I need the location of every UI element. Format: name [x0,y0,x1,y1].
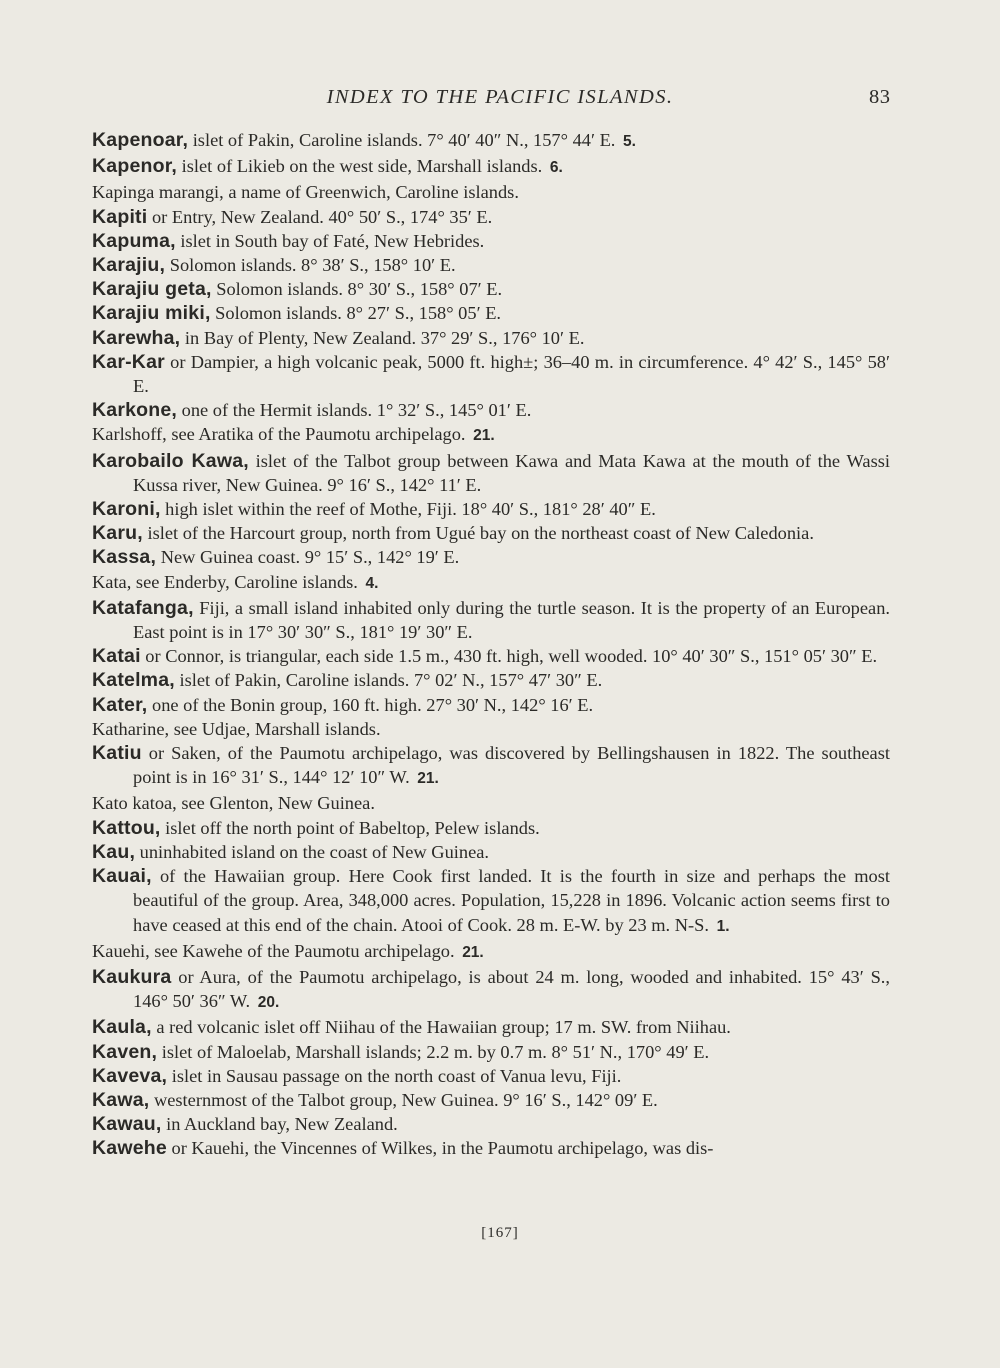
index-entry [92,644,890,668]
entry-headword: Karoni, [92,498,161,521]
entry-headword: Karkone, [92,399,178,422]
entry-chart-ref: 20. [257,994,280,1012]
entry-text: Solomon islands. 8° 27′ S., 158° 05′ E. [210,303,502,324]
entry-headword: Karu, [92,522,143,545]
entry-text: Solomon islands. 8° 30′ S., 158° 07′ E. [211,279,503,300]
index-entry [92,497,890,521]
entry-text: islet in Sausau passage on the north coast of Vanua levu, Fiji. [167,1065,622,1086]
entry-text: uninhabited island on the coast of New Guinea. [135,841,489,862]
running-head: INDEX TO THE PACIFIC ISLANDS. [326,86,674,108]
entry-headword: Katelma, [92,669,175,692]
entry-chart-ref: 1. [716,917,730,935]
entry-text: islet of the Harcourt group, north from Ugué bay on the northeast coast of New Caledonia. [142,523,814,544]
entry-chart-ref: 21. [473,427,495,445]
entry-headword: Kauai, [92,865,152,888]
entry-headword: Kau, [92,840,136,863]
entry-text: Karlshoff, see Aratika of the Paumotu archipelago. [92,424,466,445]
entry-headword: Kater, [92,693,148,716]
entry-text: a red volcanic islet off Niihau of the Hawaiian group; 17 m. SW. from Niihau. [151,1017,731,1038]
entry-text: islet of Pakin, Caroline islands. 7° 02′ N., 157° 47′ 30″ E. [174,670,603,691]
index-entries [92,128,890,1161]
entry-text: Kauehi, see Kawehe of the Paumotu archipelago. [92,940,455,961]
index-entry [92,277,890,301]
entry-headword: Kapuma, [92,229,176,252]
index-entry [92,350,890,398]
index-entry [92,205,890,229]
signature-mark: [167] [481,1225,519,1241]
entry-text: of the Hawaiian group. Here Cook first landed. It is the fourth in size and perhaps the most beautiful of the group. Area, 348,000 acres. Population, 15,228 in 1896. Volcanic action seems first to have ceased at this end of the chain. Atooi of Cook. 28 m. E-W. by 23 m. N-S. [133,866,890,935]
entry-headword: Kassa, [92,546,157,569]
entry-headword: Karajiu miki, [92,302,211,325]
entry-headword: Karobailo Kawa, [92,449,249,472]
index-entry [92,180,890,204]
index-entry [92,570,890,596]
entry-headword: Kaveva, [92,1064,168,1087]
entry-chart-ref: 21. [462,943,484,961]
entry-text: one of the Hermit islands. 1° 32′ S., 145° 01′ E. [177,400,532,421]
entry-text: islet off the north point of Babeltop, Pelew islands. [160,817,540,838]
entry-headword: Kapenor, [92,155,178,178]
entry-headword: Katiu [92,742,142,765]
index-entry [92,128,890,154]
index-entry [92,693,890,717]
entry-text: or Entry, New Zealand. 40° 50′ S., 174° 35′ E. [147,206,493,227]
entry-headword: Kawa, [92,1088,150,1111]
entry-text: or Saken, of the Paumotu archipelago, was discovered by Bellingshausen in 1822. The southeast point is in 16° 31′ S., 144° 12′ 10″ W. [133,743,890,788]
index-entry [92,939,890,965]
index-entry [92,717,890,741]
index-entry [92,864,890,939]
entry-text: or Connor, is triangular, each side 1.5 m., 430 ft. high, well wooded. 10° 40′ 30″ S., 151° 05′ 30″ E. [140,646,878,667]
entry-headword: Karajiu, [92,254,166,277]
entry-text: Katharine, see Udjae, Marshall islands. [92,718,381,739]
entry-text: Kato katoa, see Glenton, New Guinea. [92,793,375,814]
index-entry [92,668,890,692]
entry-headword: Karajiu geta, [92,278,212,301]
entry-headword: Karewha, [92,326,181,349]
entry-headword: Kapiti [92,205,148,228]
entry-headword: Katafanga, [92,596,194,619]
entry-headword: Kaukura [92,965,172,988]
entry-chart-ref: 4. [365,574,379,592]
entry-text: Solomon islands. 8° 38′ S., 158° 10′ E. [165,255,456,276]
entry-chart-ref: 21. [417,770,439,788]
entry-headword: Kar-Kar [92,350,165,373]
entry-headword: Kaven, [92,1040,158,1063]
entry-text: in Auckland bay, New Zealand. [161,1114,398,1135]
entry-headword: Kattou, [92,816,161,839]
entry-text: islet of the Talbot group between Kawa and Mata Kawa at the mouth of the Wassi Kussa river, New Guinea. 9° 16′ S., 142° 11′ E. [133,450,890,495]
index-entry [92,154,890,180]
index-entry [92,1040,890,1064]
index-entry [92,596,890,644]
entry-headword: Kaula, [92,1016,152,1039]
entry-text: Kata, see Enderby, Caroline islands. [92,571,358,592]
entry-chart-ref: 6. [549,159,563,177]
entry-text: Kapinga marangi, a name of Greenwich, Caroline islands. [92,182,519,203]
entry-text: islet in South bay of Faté, New Hebrides. [175,230,485,251]
index-entry [92,1088,890,1112]
index-entry [92,449,890,497]
index-entry [92,301,890,325]
entry-text: or Kauehi, the Vincennes of Wilkes, in the Paumotu archipelago, was dis- [166,1138,714,1159]
entry-text: high islet within the reef of Mothe, Fiji. 18° 40′ S., 181° 28′ 40″ E. [160,499,656,520]
index-entry [92,1015,890,1039]
index-entry [92,816,890,840]
entry-text: islet of Pakin, Caroline islands. 7° 40′ 40″ N., 157° 44′ E. [188,130,616,150]
entry-text: one of the Bonin group, 160 ft. high. 27° 30′ N., 142° 16′ E. [147,694,594,715]
index-entry [92,1064,890,1088]
index-entry [92,229,890,253]
index-entry [92,253,890,277]
entry-headword: Kapenoar, [92,129,189,151]
index-entry [92,741,890,791]
entry-text: islet of Maloelab, Marshall islands; 2.2 m. by 0.7 m. 8° 51′ N., 170° 49′ E. [157,1041,710,1062]
entry-headword: Katai [92,645,141,668]
entry-headword: Kawau, [92,1113,162,1136]
entry-text: islet of Likieb on the west side, Marshall islands. [177,156,543,177]
index-entry [92,1136,890,1160]
index-entry [92,791,890,815]
index-entry [92,422,890,448]
index-entry [92,398,890,422]
entry-text: or Aura, of the Paumotu archipelago, is about 24 m. long, wooded and inhabited. 15° 43′ S., 146° 50′ 36″ W. [133,966,890,1012]
index-entry [92,965,890,1015]
entry-text: Fiji, a small island inhabited only during the turtle season. It is the property of an European. East point is in 17° 30′ 30″ S., 181° 19′ 30″ E. [133,597,890,643]
index-entry [92,545,890,569]
entry-headword: Kawehe [92,1137,167,1160]
entry-text: westernmost of the Talbot group, New Guinea. 9° 16′ S., 142° 09′ E. [149,1089,658,1110]
index-entry [92,326,890,350]
entry-text: New Guinea coast. 9° 15′ S., 142° 19′ E. [156,547,460,568]
index-entry [92,840,890,864]
index-entry [92,521,890,545]
page-number: 83 [869,86,891,108]
entry-text: or Dampier, a high volcanic peak, 5000 ft. high±; 36–40 m. in circumference. 4° 42′ S., 145° 58′ E. [133,351,890,397]
entry-chart-ref: 5. [623,133,636,150]
index-entry [92,1112,890,1136]
entry-text: in Bay of Plenty, New Zealand. 37° 29′ S., 176° 10′ E. [180,327,585,348]
